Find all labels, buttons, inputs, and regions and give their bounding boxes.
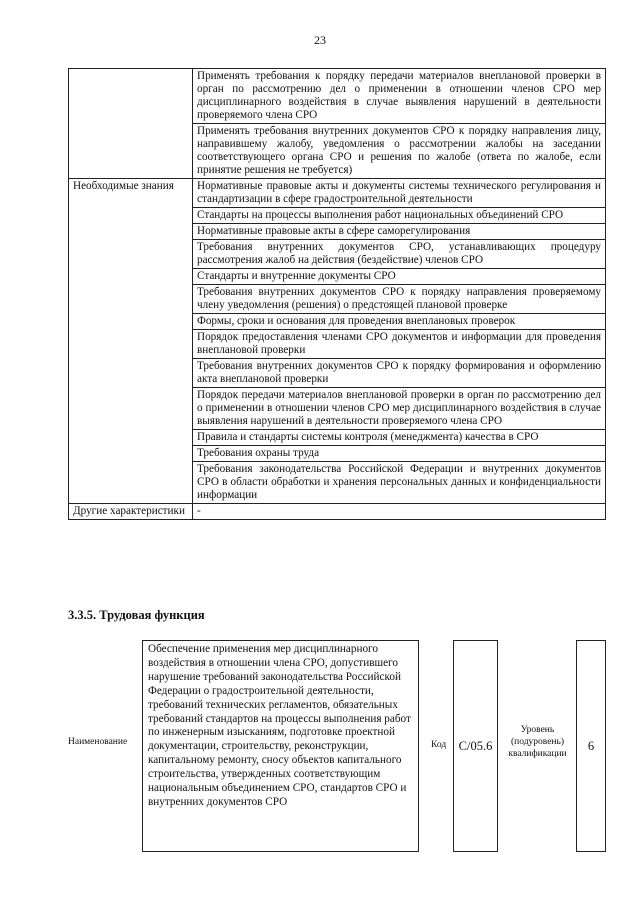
competency-table	[68, 68, 606, 520]
level-value-box: 6	[576, 640, 606, 852]
table-cell: Стандарты на процессы выполнения работ национальных объединений СРО	[193, 208, 606, 224]
table-cell: Применять требования к порядку передачи материалов внеплановой проверки в орган по рассмотрению дел о применении в отношении членов СРО мер дисциплинарного воздействия в случае выявления нарушений в деятельности проверяемого члена СРО	[193, 69, 606, 124]
row-label-other: Другие характеристики	[69, 504, 193, 520]
row-label	[69, 69, 193, 179]
table-row	[69, 69, 606, 124]
table-cell: -	[193, 504, 606, 520]
table-cell: Нормативные правовые акты в сфере саморегулирования	[193, 224, 606, 240]
section-title: 3.3.5. Трудовая функция	[68, 608, 205, 622]
table-cell: Правила и стандарты системы контроля (менеджмента) качества в СРО	[193, 430, 606, 446]
name-label: Наименование	[68, 737, 128, 747]
table-cell: Требования законодательства Российской Федерации и внутренних документов СРО в области обработки и хранения персональных данных и конфиденциальности информации	[193, 462, 606, 504]
code-value-box: C/05.6	[453, 640, 498, 852]
function-name-box: Обеспечение применения мер дисциплинарного воздействия в отношении члена СРО, допустившего нарушение требований законодательства Российской Федерации о градостроительной деятельности, требований технических регламентов, обязательных требований стандартов на процессы выполнения работ по инженерным изысканиям, подготовке проектной документации, строительству, реконструкции, капитальному ремонту, сносу объектов капитального строительства, утвержденных соответствующим национальным объединением СРО, стандартов СРО и внутренних документов СРО	[142, 640, 419, 852]
table-row	[69, 179, 606, 208]
table-cell: Требования внутренних документов СРО к порядку формирования и оформлению акта внеплановой проверки	[193, 359, 606, 388]
table-cell: Применять требования внутренних документов СРО к порядку направления лицу, направившему жалобу, уведомления о рассмотрении жалобы на заседании соответствующего органа СРО и решения по жалобе (ответа по жалобе, если принятие решения не требуется)	[193, 124, 606, 179]
table-row	[69, 504, 606, 520]
level-label: Уровень (подуровень) квалификации	[508, 725, 567, 759]
table-cell: Порядок предоставления членами СРО документов и информации для проведения внеплановой проверки	[193, 330, 606, 359]
page-number: 23	[314, 33, 326, 47]
table-cell: Требования внутренних документов СРО к порядку направления проверяемому члену уведомления (решения) о предстоящей плановой проверке	[193, 285, 606, 314]
table-cell: Порядок передачи материалов внеплановой проверки в орган по рассмотрению дел о применении в отношении членов СРО мер дисциплинарного воздействия в случае выявления нарушений в деятельности проверяемого члена СРО	[193, 388, 606, 430]
table-cell: Требования внутренних документов СРО, устанавливающих процедуру рассмотрения жалоб на действия (бездействие) членов СРО	[193, 240, 606, 269]
table-cell: Нормативные правовые акты и документы системы технического регулирования и стандартизации в сфере градостроительной деятельности	[193, 179, 606, 208]
table-cell: Формы, сроки и основания для проведения внеплановых проверок	[193, 314, 606, 330]
code-label: Код	[431, 740, 447, 750]
table-cell: Требования охраны труда	[193, 446, 606, 462]
row-label-knowledge: Необходимые знания	[69, 179, 193, 504]
table-cell: Стандарты и внутренние документы СРО	[193, 269, 606, 285]
